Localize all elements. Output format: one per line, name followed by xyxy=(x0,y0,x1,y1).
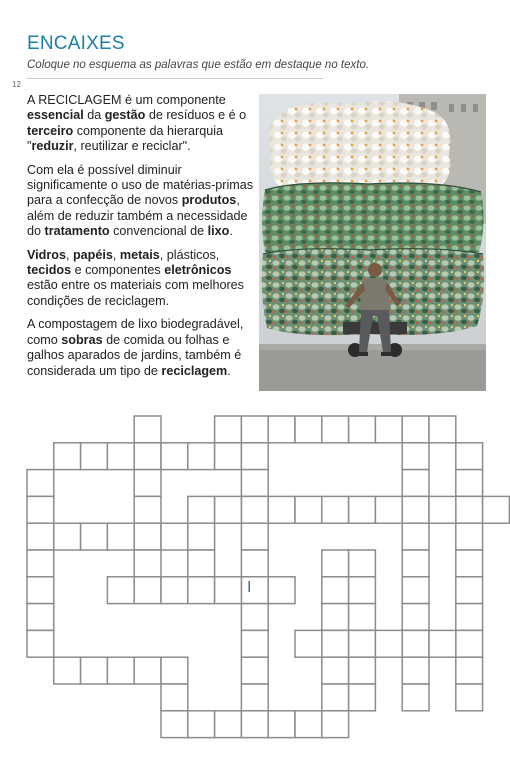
crossword-cell[interactable] xyxy=(402,470,429,497)
crossword-cell[interactable] xyxy=(429,630,456,657)
text-run: A RECICLAGEM é um componente xyxy=(27,93,226,107)
crossword-cell[interactable] xyxy=(241,684,268,711)
crossword-cell[interactable] xyxy=(268,711,295,738)
crossword-cell[interactable] xyxy=(268,416,295,443)
text-run: , além de reduzir também a necessidade do xyxy=(27,193,248,239)
crossword-cell[interactable] xyxy=(456,684,483,711)
text-run: da xyxy=(83,108,105,123)
crossword-cell[interactable] xyxy=(215,416,242,443)
crossword-cell[interactable] xyxy=(188,523,215,550)
crossword-cell[interactable] xyxy=(295,416,322,443)
crossword-cell[interactable] xyxy=(241,577,268,604)
crossword-cell[interactable] xyxy=(215,577,242,604)
crossword-cell[interactable] xyxy=(188,443,215,470)
crossword-cell[interactable] xyxy=(402,630,429,657)
crossword-cell[interactable] xyxy=(161,443,188,470)
crossword-cell[interactable] xyxy=(402,443,429,470)
crossword-cell[interactable] xyxy=(241,523,268,550)
crossword-cell[interactable] xyxy=(215,443,242,470)
text-run: convencional de xyxy=(109,224,208,239)
crossword-cell[interactable] xyxy=(107,577,134,604)
crossword-cell[interactable] xyxy=(188,496,215,523)
text-run: , plásticos, xyxy=(159,247,220,262)
crossword-cell[interactable] xyxy=(402,577,429,604)
crossword-cell[interactable] xyxy=(322,684,349,711)
text-run: , reutilizar e reciclar". xyxy=(73,139,191,154)
crossword-cell[interactable] xyxy=(456,550,483,577)
crossword-cell[interactable] xyxy=(241,604,268,631)
crossword-cell[interactable] xyxy=(107,657,134,684)
crossword-cell[interactable] xyxy=(134,496,161,523)
crossword-cell[interactable] xyxy=(241,470,268,497)
text-run: A compostagem de lixo biodegradável, como xyxy=(27,317,244,347)
crossword-cell[interactable] xyxy=(215,496,242,523)
crossword-cell[interactable] xyxy=(456,577,483,604)
crossword-cell[interactable] xyxy=(322,630,349,657)
crossword-cell[interactable] xyxy=(241,657,268,684)
crossword-cell[interactable] xyxy=(54,657,81,684)
crossword-cell[interactable] xyxy=(349,630,376,657)
text-run: , xyxy=(112,247,120,262)
crossword-cell[interactable] xyxy=(402,550,429,577)
crossword-cell[interactable] xyxy=(322,604,349,631)
highlighted-word: gestão xyxy=(104,108,146,123)
page-number: 12 xyxy=(12,80,21,89)
highlighted-word: Vidros xyxy=(27,247,66,262)
highlighted-word: essencial xyxy=(27,108,84,123)
crossword-cell[interactable] xyxy=(27,577,54,604)
crossword-cell[interactable] xyxy=(81,657,108,684)
text-run: de comida ou folhas e galhos aparados de jardins, também é considerada um tipo de xyxy=(27,332,242,378)
instruction-text: Coloque no esquema as palavras que estão em destaque no texto. xyxy=(27,59,370,71)
crossword-cell[interactable] xyxy=(241,630,268,657)
crossword-cell[interactable] xyxy=(402,657,429,684)
text-run: componente da hierarquia " xyxy=(27,123,224,154)
crossword-cell[interactable] xyxy=(241,416,268,443)
crossword-cell[interactable] xyxy=(429,416,456,443)
highlighted-word: sobras xyxy=(61,332,103,347)
crossword-cell[interactable] xyxy=(161,657,188,684)
crossword-cell[interactable] xyxy=(322,416,349,443)
given-letter-cell[interactable]: I xyxy=(247,579,252,596)
crossword-cell[interactable] xyxy=(349,657,376,684)
crossword-cell[interactable] xyxy=(215,711,242,738)
crossword-cell[interactable] xyxy=(134,577,161,604)
crossword-cell[interactable] xyxy=(402,496,429,523)
crossword-cell[interactable] xyxy=(456,523,483,550)
crossword-cell[interactable] xyxy=(322,550,349,577)
crossword-cell[interactable] xyxy=(349,684,376,711)
crossword-cell[interactable] xyxy=(402,604,429,631)
highlighted-word: lixo xyxy=(207,224,230,239)
section-title: ENCAIXES xyxy=(27,33,125,54)
highlighted-word: tratamento xyxy=(44,224,110,239)
crossword-cell[interactable] xyxy=(27,523,54,550)
highlighted-word: metais xyxy=(119,247,160,262)
highlighted-word: terceiro xyxy=(27,123,74,138)
crossword-cell[interactable] xyxy=(349,496,376,523)
crossword-cell[interactable] xyxy=(268,496,295,523)
crossword-cell[interactable] xyxy=(241,443,268,470)
crossword-cell[interactable] xyxy=(134,523,161,550)
highlighted-word: tecidos xyxy=(27,263,72,278)
crossword-cell[interactable] xyxy=(402,684,429,711)
crossword-cell[interactable] xyxy=(456,443,483,470)
crossword-cell[interactable] xyxy=(322,577,349,604)
crossword-cell[interactable] xyxy=(349,604,376,631)
crossword-cell[interactable] xyxy=(161,684,188,711)
crossword-cell[interactable] xyxy=(456,604,483,631)
crossword-cell[interactable] xyxy=(134,470,161,497)
crossword-cell[interactable] xyxy=(241,711,268,738)
crossword-cell[interactable] xyxy=(456,630,483,657)
crossword-cell[interactable] xyxy=(483,496,510,523)
crossword-cell[interactable] xyxy=(188,550,215,577)
crossword-cell[interactable] xyxy=(161,523,188,550)
crossword-cell[interactable] xyxy=(27,496,54,523)
crossword-cell[interactable] xyxy=(188,711,215,738)
crossword-cell[interactable] xyxy=(134,443,161,470)
crossword-cell[interactable] xyxy=(375,630,402,657)
crossword-cell[interactable] xyxy=(322,711,349,738)
highlighted-word: reduzir xyxy=(31,139,74,154)
crossword-cell[interactable] xyxy=(161,577,188,604)
crossword-cell[interactable] xyxy=(456,470,483,497)
crossword-cell[interactable] xyxy=(241,550,268,577)
highlighted-word: reciclagem xyxy=(161,363,228,378)
highlighted-word: papéis xyxy=(72,247,113,262)
crossword-cell[interactable] xyxy=(429,496,456,523)
highlighted-word: produtos xyxy=(181,193,237,208)
crossword-cell[interactable] xyxy=(375,416,402,443)
text-run: de resíduos e é o xyxy=(145,108,247,123)
crossword-cell[interactable] xyxy=(349,416,376,443)
crossword-cell[interactable] xyxy=(27,550,54,577)
crossword-cell[interactable] xyxy=(134,416,161,443)
crossword-cell[interactable] xyxy=(27,470,54,497)
crossword-cell[interactable] xyxy=(268,577,295,604)
crossword-cell[interactable] xyxy=(375,496,402,523)
crossword-cell[interactable] xyxy=(241,496,268,523)
crossword-cell[interactable] xyxy=(134,657,161,684)
crossword-cell[interactable] xyxy=(107,443,134,470)
crossword-cell[interactable] xyxy=(161,711,188,738)
crossword-cell[interactable] xyxy=(295,496,322,523)
text-run: . xyxy=(229,224,233,239)
crossword-cell[interactable] xyxy=(188,577,215,604)
crossword-cell[interactable] xyxy=(81,443,108,470)
crossword-cell[interactable] xyxy=(54,443,81,470)
text-run: , xyxy=(65,247,73,262)
highlighted-word: eletrônicos xyxy=(164,263,232,278)
crossword-cell[interactable] xyxy=(456,496,483,523)
text-run: . xyxy=(227,363,231,378)
crossword-cell[interactable] xyxy=(81,523,108,550)
crossword-cell[interactable] xyxy=(322,657,349,684)
crossword-cell[interactable] xyxy=(27,630,54,657)
text-run: Com ela é possível diminuir significamente o uso de matérias-primas para a confecção de novos xyxy=(27,162,254,208)
text-run: e componentes xyxy=(71,263,165,278)
crossword-cell[interactable] xyxy=(402,416,429,443)
crossword-cell[interactable] xyxy=(349,550,376,577)
crossword-cell[interactable] xyxy=(54,523,81,550)
crossword-cell[interactable] xyxy=(295,630,322,657)
crossword-cell[interactable] xyxy=(349,577,376,604)
crossword-cell[interactable] xyxy=(107,523,134,550)
crossword-cell[interactable] xyxy=(402,523,429,550)
text-run: estão entre os materiais com melhores condições de reciclagem. xyxy=(27,278,244,308)
crossword-cell[interactable] xyxy=(27,604,54,631)
crossword-cell[interactable] xyxy=(295,711,322,738)
crossword-cell[interactable] xyxy=(456,657,483,684)
crossword-cell[interactable] xyxy=(134,550,161,577)
crossword-cell[interactable] xyxy=(322,496,349,523)
